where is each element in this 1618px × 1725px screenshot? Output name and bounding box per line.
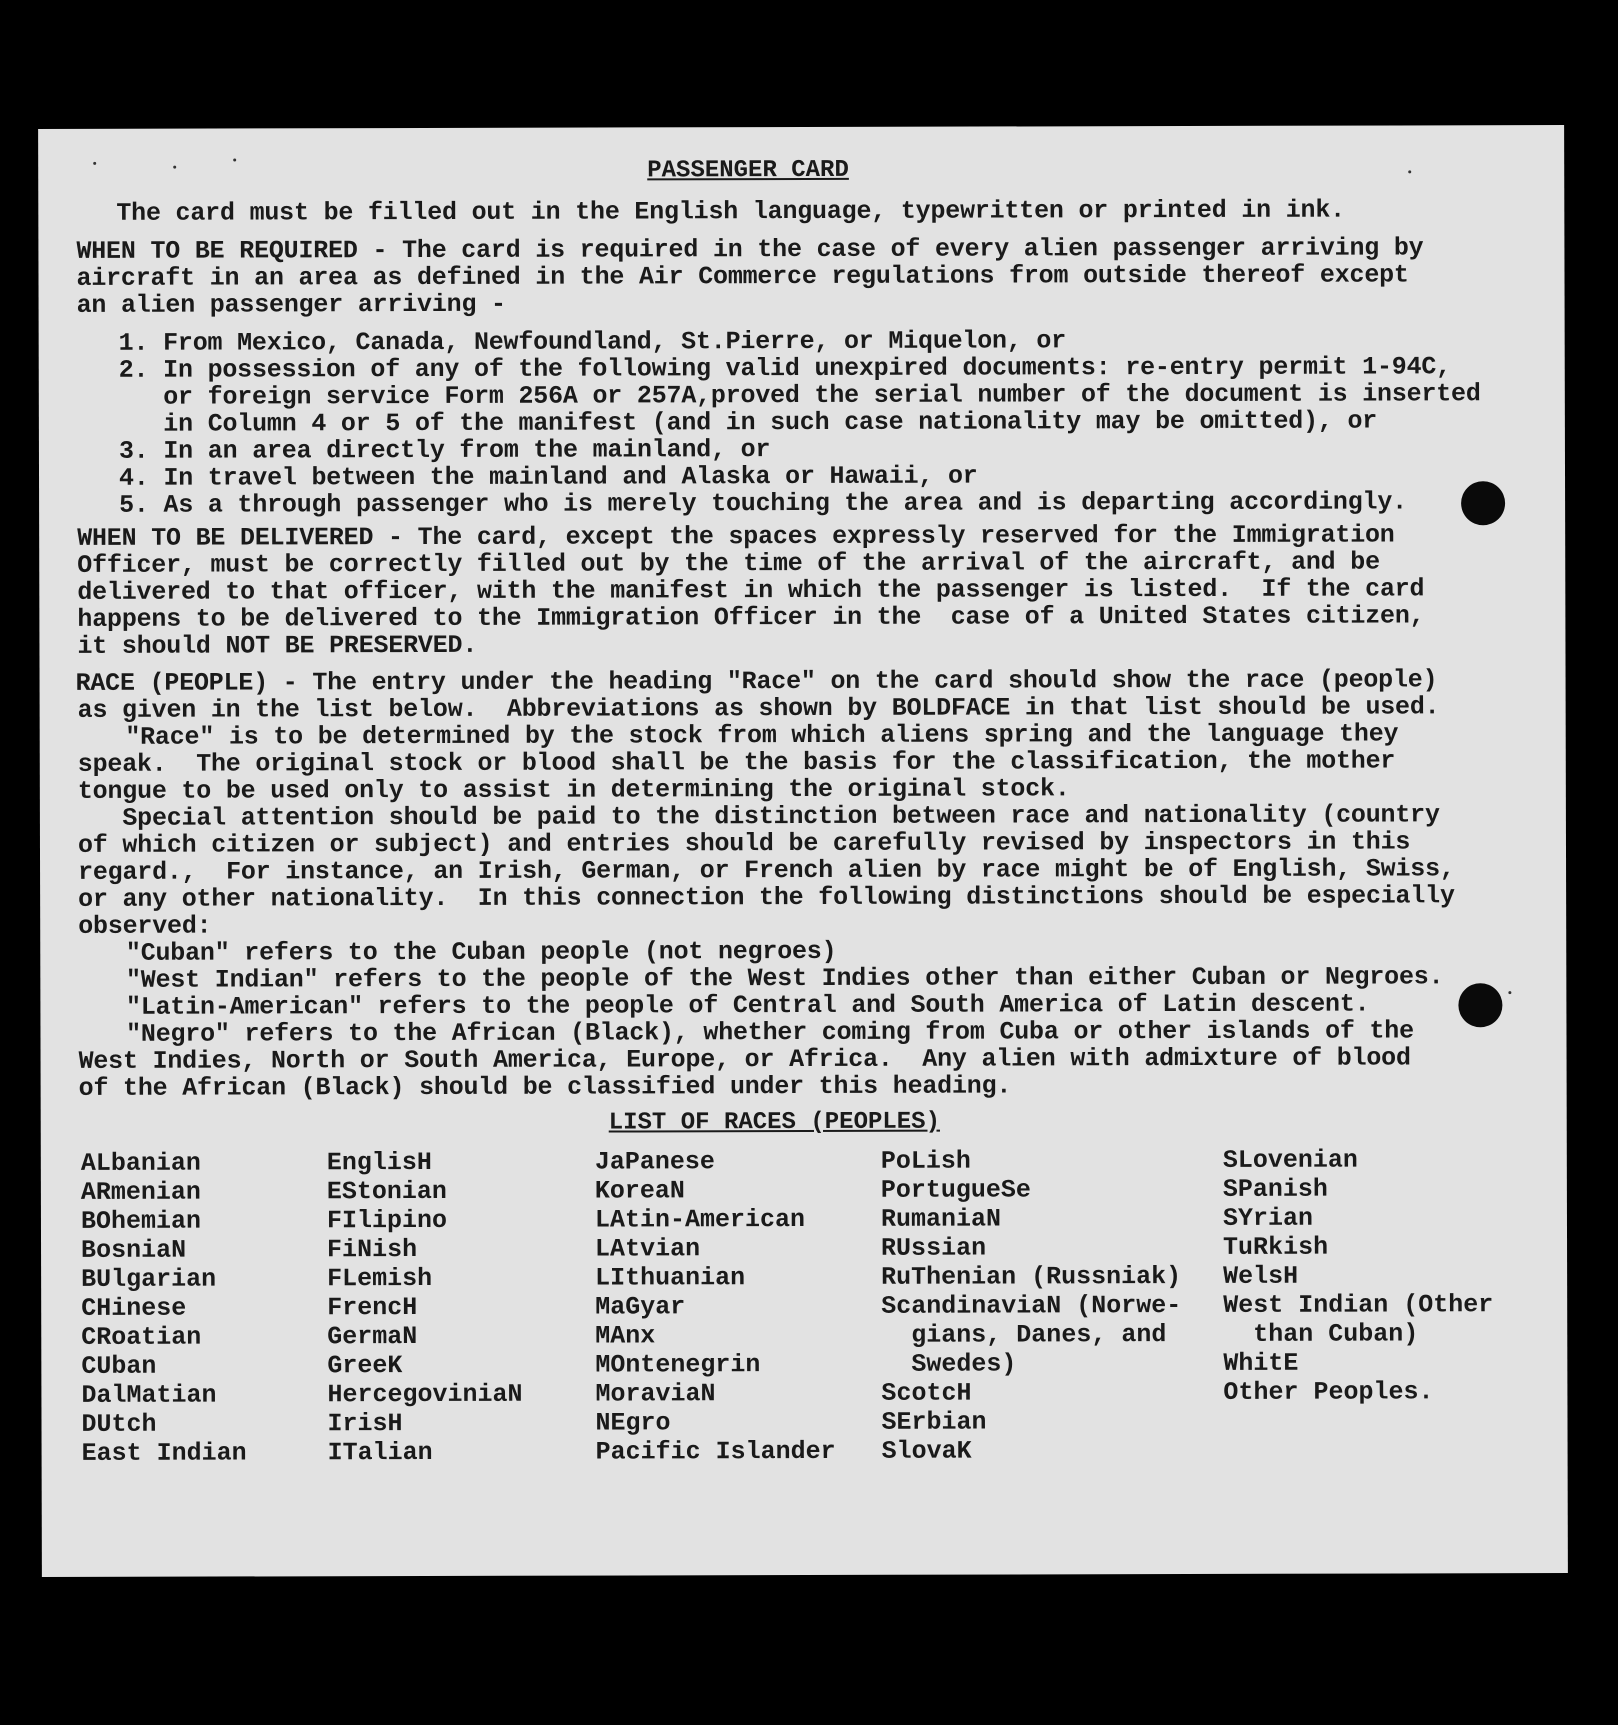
race-column-3: [595, 1147, 836, 1467]
race-list-item: CUban: [81, 1351, 157, 1381]
required-item: 1. From Mexico, Canada, Newfoundland, St.Pierre, or Miquelon, or: [118, 326, 1067, 358]
race-list-item: BosniaN: [81, 1235, 187, 1265]
speck: [93, 162, 96, 165]
speck: [173, 166, 176, 169]
required-item: or foreign service Form 256A or 257A,proved the serial number of the document is inserted: [118, 379, 1481, 412]
race-line: West Indies, North or South America, Europe, or Africa. Any alien with admixture of blood: [78, 1043, 1411, 1076]
race-list-item: JaPanese: [594, 1147, 715, 1177]
delivered-line: WHEN TO BE DELIVERED - The card, except the spaces expressly reserved for the Immigration: [77, 520, 1395, 553]
race-list-item: MOntenegrin: [595, 1350, 761, 1380]
race-line: tongue to be used only to assist in determining the original stock.: [77, 774, 1070, 806]
delivered-line: Officer, must be correctly filled out by the time of the arrival of the aircraft, and be: [77, 547, 1380, 580]
race-list-item: ScandinaviaN (Norwe-: [881, 1291, 1182, 1321]
race-list-item: SYrian: [1222, 1203, 1314, 1233]
race-line: "Negro" refers to the African (Black), whether coming from Cuba or other islands of the: [96, 1016, 1414, 1049]
punch-hole-bottom: [1458, 983, 1502, 1027]
race-list-item: EnglisH: [326, 1147, 432, 1178]
delivered-line: happens to be delivered to the Immigration Officer in the case of a United States citizen,: [77, 601, 1425, 634]
race-list-item: FIlipino: [326, 1205, 448, 1236]
race-list-item: PoLish: [880, 1146, 971, 1176]
list-title: LIST OF RACES (PEOPLES): [608, 1108, 941, 1137]
race-list-item: RuThenian (Russniak): [881, 1262, 1182, 1292]
required-line: an alien passenger arriving -: [76, 289, 506, 320]
race-line: "Race" is to be determined by the stock from which aliens spring and the language they: [95, 719, 1399, 752]
race-list-item: gians, Danes, and: [881, 1320, 1167, 1350]
speck: [1508, 991, 1511, 994]
race-line: as given in the list below. Abbreviations as shown by BOLDFACE in that list should be used.: [77, 692, 1440, 725]
race-list-item: FiNish: [327, 1235, 418, 1265]
race-list-item: GreeK: [327, 1351, 403, 1381]
race-list-item: than Cuban): [1223, 1319, 1419, 1349]
race-list-item: West Indian (Other: [1223, 1290, 1494, 1320]
race-list-item: ITalian: [327, 1437, 433, 1468]
race-list-item: CHinese: [81, 1293, 187, 1323]
race-list-item: SPanish: [1222, 1174, 1328, 1204]
race-list-item: MaGyar: [595, 1292, 686, 1322]
race-list-item: Pacific Islander: [595, 1436, 836, 1467]
race-line: "Cuban" refers to the Cuban people (not negroes): [96, 936, 837, 968]
race-list-item: BOhemian: [80, 1206, 202, 1236]
race-line: regard., For instance, an Irish, German, or French alien by race might be of English, Swiss,: [78, 854, 1455, 887]
race-list-item: ScotcH: [881, 1378, 972, 1408]
race-list-item: RUssian: [881, 1233, 987, 1263]
passenger-card: [38, 125, 1568, 1577]
required-line: WHEN TO BE REQUIRED - The card is required in the case of every alien passenger arriving by: [76, 233, 1424, 266]
race-list-item: LIthuanian: [595, 1263, 746, 1293]
required-item: 3. In an area directly from the mainland, or: [118, 435, 771, 466]
race-list-item: SlovaK: [881, 1436, 972, 1466]
race-line: "West Indian" refers to the people of the West Indies other than either Cuban or Negroes.: [96, 962, 1444, 995]
intro-text: The card must be filled out in the English language, typewritten or printed in ink.: [116, 195, 1345, 228]
race-list-item: WhitE: [1223, 1348, 1299, 1378]
required-item: 2. In possession of any of the following valid unexpired documents: re-entry permit 1-94C,: [118, 352, 1452, 385]
race-list-item: LAtvian: [595, 1234, 701, 1264]
delivered-line: delivered to that officer, with the manifest in which the passenger is listed. If the card: [77, 574, 1425, 607]
race-list-item: LAtin-American: [594, 1204, 806, 1235]
race-list-item: HercegoviniaN: [327, 1379, 523, 1410]
race-list-item: FrencH: [327, 1293, 418, 1323]
race-list-item: MAnx: [595, 1321, 656, 1351]
page-title: PASSENGER CARD: [647, 156, 849, 185]
speck: [233, 158, 236, 161]
race-list-item: IrisH: [327, 1409, 403, 1439]
race-list-item: NEgro: [595, 1408, 671, 1438]
race-list-item: ALbanian: [80, 1148, 201, 1178]
race-column-4: [881, 1146, 1182, 1466]
race-list-item: SErbian: [881, 1407, 987, 1437]
race-list-item: GermaN: [327, 1322, 418, 1352]
required-item: 5. As a through passenger who is merely touching the area and is departing accordingly.: [119, 487, 1407, 520]
race-line: "Latin-American" refers to the people of Central and South America of Latin descent.: [96, 989, 1370, 1022]
race-list-item: CRoatian: [81, 1322, 202, 1352]
race-list-item: SLovenian: [1222, 1145, 1358, 1175]
race-list-item: FLemish: [327, 1263, 433, 1294]
race-list-item: Swedes): [881, 1349, 1017, 1379]
race-list-item: PortugueSe: [880, 1175, 1031, 1205]
race-line: Special attention should be paid to the distinction between race and nationality (country: [77, 800, 1440, 833]
required-item: 4. In travel between the mainland and Alaska or Hawaii, or: [118, 461, 978, 493]
race-line: RACE (PEOPLE) - The entry under the heading "Race" on the card should show the race (people): [75, 665, 1438, 698]
race-list-item: RumaniaN: [880, 1204, 1002, 1234]
race-list-item: TuRkish: [1223, 1232, 1329, 1262]
race-list-item: WelsH: [1223, 1261, 1299, 1291]
race-list-item: MoraviaN: [595, 1379, 716, 1409]
punch-hole-top: [1461, 481, 1505, 525]
race-list-item: ARmenian: [80, 1177, 201, 1207]
required-item: in Column 4 or 5 of the manifest (and in such case nationality may be omitted), or: [118, 406, 1378, 439]
speck: [1408, 170, 1411, 173]
race-column-1: [81, 1148, 247, 1467]
race-column-5: [1223, 1145, 1494, 1407]
race-list-item: DUtch: [81, 1409, 157, 1439]
race-line: or any other nationality. In this connection the following distinctions should be especially: [78, 881, 1455, 914]
race-list-item: EStonian: [326, 1176, 447, 1207]
race-list-item: BUlgarian: [81, 1264, 217, 1294]
race-line: of the African (Black) should be classified under this heading.: [78, 1071, 1012, 1103]
race-list-item: Other Peoples.: [1223, 1377, 1434, 1407]
race-line: speak. The original stock or blood shall be the basis for the classification, the mother: [77, 746, 1396, 779]
race-column-2: [327, 1148, 523, 1468]
race-list-item: DalMatian: [81, 1380, 217, 1410]
race-list-item: East Indian: [81, 1438, 247, 1468]
race-line: of which citizen or subject) and entries should be carefully revised by inspectors in this: [77, 827, 1411, 860]
race-line: observed:: [78, 911, 212, 941]
required-line: aircraft in an area as defined in the Air Commerce regulations from outside thereof except: [76, 260, 1409, 293]
delivered-line: it should NOT BE PRESERVED.: [77, 630, 478, 661]
race-list-item: KoreaN: [594, 1176, 685, 1206]
